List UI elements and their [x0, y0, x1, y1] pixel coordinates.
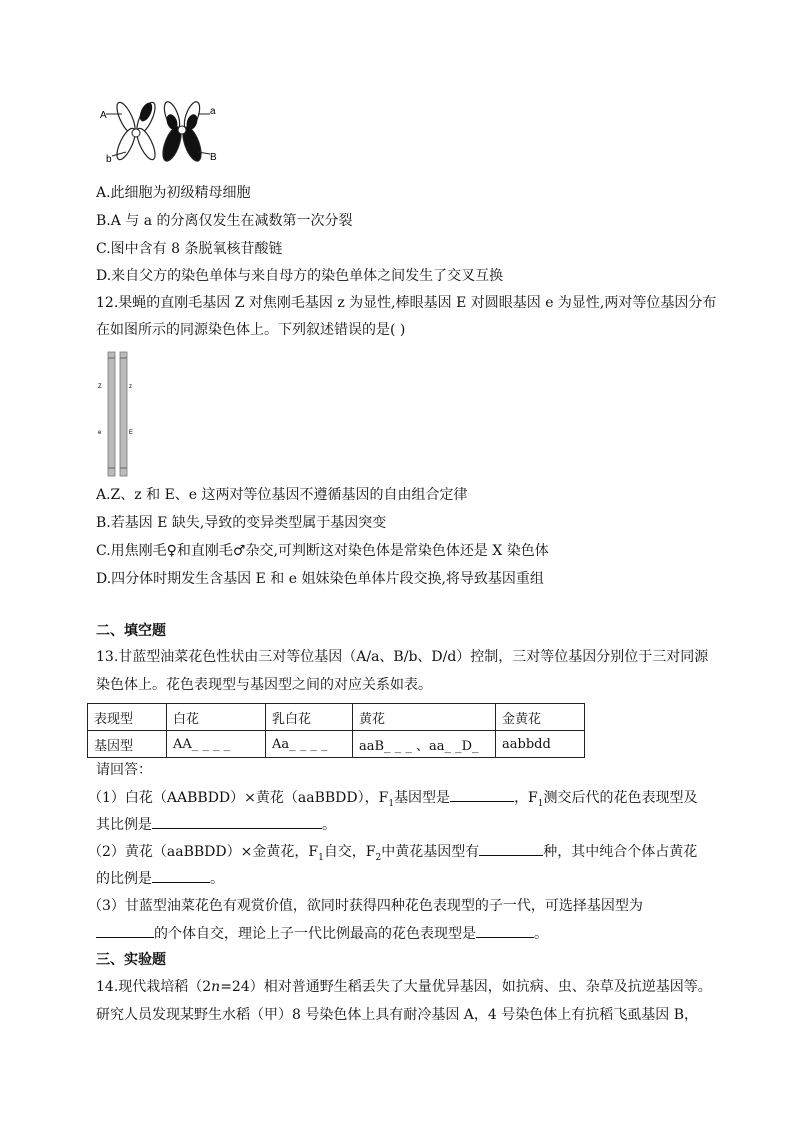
table-cell: aabbdd: [496, 731, 585, 758]
table-cell: aaB_ _ _ 、aa_ _D_: [353, 731, 496, 758]
q13-part3-text: 的个体自交，理论上子一代比例最高的花色表现型是: [154, 926, 476, 942]
q13-part2-text: 。: [210, 871, 224, 887]
chromosome-figure-1: [100, 96, 230, 168]
answer-blank[interactable]: [450, 787, 514, 802]
fig2-label-e: e: [98, 430, 102, 436]
q12-option-a: A.Z、z 和 E、e 这两对等位基因不遵循基因的自由组合定律: [96, 487, 468, 503]
q13-prompt: 请回答：: [96, 762, 152, 778]
answer-blank[interactable]: [152, 814, 322, 829]
q13-part2-text: 中黄花基因型有: [381, 844, 480, 860]
table-row: [88, 731, 585, 758]
subscript: 1: [537, 798, 544, 809]
q13-part1-line1: [88, 787, 698, 814]
answer-blank[interactable]: [96, 923, 154, 938]
q13-part3-line2: [96, 923, 548, 944]
table-cell: AA_ _ _ _: [167, 731, 266, 758]
q13-part1-text: 其比例是: [96, 817, 152, 833]
q13-part2-text: （2）黄花（aaBBDD）×金黄花，F: [88, 844, 319, 860]
q13-part3-line1: （3）甘蓝型油菜花色有观赏价值，欲同时获得四种花色表现型的子一代，可选择基因型为: [88, 898, 643, 914]
subscript: 2: [375, 852, 382, 863]
section-heading-experiment: 三、实验题: [96, 952, 166, 968]
q14-text: =24）相对普通野生稻丢失了大量优异基因，如抗病、虫、杂草及抗逆基因等。: [220, 979, 712, 995]
q12-option-c: C.用焦刚毛♀和直刚毛♂杂交,可判断这对染色体是常染色体还是 X 染色体: [96, 543, 549, 559]
q13-part2-text: 的比例是: [96, 871, 152, 887]
table-cell: 黄花: [353, 704, 496, 731]
q12-stem-line2: 在如图所示的同源染色体上。下列叙述错误的是( ): [96, 322, 406, 338]
subscript: 1: [388, 798, 395, 809]
q13-part2-line1: [88, 841, 697, 868]
q12-stem-line1: 12.果蝇的直刚毛基因 Z 对焦刚毛基因 z 为显性,棒眼基因 E 对圆眼基因 e 为显性,两对等位基因分布: [96, 295, 717, 311]
q13-part1-text: 。: [322, 817, 336, 833]
table-cell: 白花: [167, 704, 266, 731]
q13-part2-text: 种，其中纯合个体占黄花: [543, 844, 698, 860]
q13-part1-text: ，F: [514, 790, 538, 806]
fig1-label-b: b: [106, 154, 112, 165]
q11-option-b: B.A 与 a 的分离仅发生在减数第一次分裂: [96, 213, 353, 229]
fig2-label-Z: Z: [98, 384, 102, 390]
q13-part1-line2: [96, 814, 336, 835]
q11-option-a: A.此细胞为初级精母细胞: [96, 185, 251, 201]
fig2-label-z: z: [129, 384, 132, 390]
q13-part3-text: 。: [534, 926, 548, 942]
table-cell: 基因型: [88, 731, 167, 758]
q13-part1-text: （1）白花（AABBDD）×黄花（aaBBDD），F: [88, 790, 389, 806]
phenotype-genotype-table: [87, 703, 585, 758]
q11-option-d: D.来自父方的染色单体与来自母方的染色单体之间发生了交叉互换: [96, 268, 504, 284]
q12-option-b: B.若基因 E 缺失,导致的变异类型属于基因突变: [96, 515, 387, 531]
subscript: 1: [318, 852, 324, 863]
answer-blank[interactable]: [479, 841, 543, 856]
q13-stem-line2: 染色体上。花色表现型与基因型之间的对应关系如表。: [96, 677, 432, 693]
table-cell: 乳白花: [266, 704, 353, 731]
q13-part1-text: 基因型是: [394, 790, 451, 806]
table-cell: 表现型: [88, 704, 167, 731]
q13-part2-line2: [96, 868, 224, 889]
fig1-label-A: A: [100, 110, 107, 121]
q14-stem-line1: [96, 977, 712, 997]
q11-option-c: C.图中含有 8 条脱氧核苷酸链: [96, 241, 283, 257]
chromosome-figure-2: [96, 350, 146, 478]
q14-text: 14.现代栽培稻（2: [96, 979, 212, 995]
q14-stem-line2: 研究人员发现某野生水稻（甲）8 号染色体上具有耐冷基因 A，4 号染色体上有抗稻飞虱基因 B，: [96, 1007, 699, 1023]
table-row: [88, 704, 585, 731]
q13-part1-text: 测交后代的花色表现型及: [543, 790, 698, 806]
q12-option-d: D.四分体时期发生含基因 E 和 e 姐妹染色单体片段交换,将导致基因重组: [96, 571, 544, 587]
q13-stem-line1: 13.甘蓝型油菜花色性状由三对等位基因（A/a、B/b、D/d）控制，三对等位基因分别位于三对同源: [96, 649, 709, 665]
q14-italic-n: n: [211, 979, 221, 995]
fig1-label-a: a: [210, 106, 216, 117]
q13-part2-text: 自交，F: [323, 844, 376, 860]
section-heading-fill-in: 二、填空题: [96, 623, 166, 639]
fig2-label-E: E: [129, 430, 134, 436]
table-cell: 金黄花: [496, 704, 585, 731]
table-cell: Aa_ _ _ _: [266, 731, 353, 758]
fig1-label-B: B: [210, 152, 217, 163]
answer-blank[interactable]: [152, 868, 210, 883]
answer-blank[interactable]: [476, 923, 534, 938]
